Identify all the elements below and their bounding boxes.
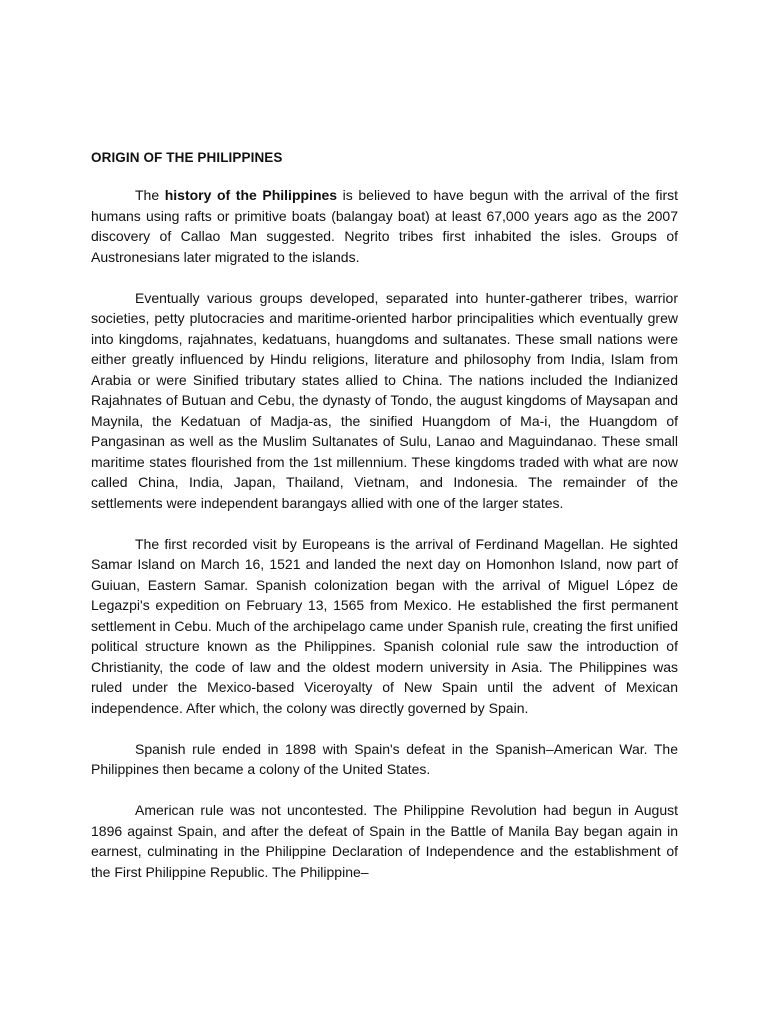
paragraph-1-bold-term: history of the Philippines (164, 187, 338, 203)
paragraph-1-lead: The (135, 187, 165, 203)
document-title: ORIGIN OF THE PHILIPPINES (91, 150, 283, 165)
paragraph-4: Spanish rule ended in 1898 with Spain's defeat in the Spanish–American War. The Philippines then became a colony of the United States. (91, 740, 678, 777)
paragraph-5: American rule was not uncontested. The Philippine Revolution had begun in August 1896 against Spain, and after the defeat of Spain in the Battle of Manila Bay began again in earnest, culminating in the Philippine Declaration of Independence and the establishment of the First Philippine Republic. The Philippine– (91, 802, 678, 880)
paragraph-1 (91, 185, 678, 267)
document-page (91, 148, 678, 903)
paragraph-3: The first recorded visit by Europeans is the arrival of Ferdinand Magellan. He sighted Samar Island on March 16, 1521 and landed the next day on Homonhon Island, now part of Guiuan, Eastern Samar. Spanish colonization began with the arrival of Miguel López de Legazpi's expedition on February 13, 1565 from Mexico. He established the first permanent settlement in Cebu. Much of the archipelago came under Spanish rule, creating the first unified political structure known as the Philippines. Spanish colonial rule saw the introduction of Christianity, the code of law and the oldest modern university in Asia. The Philippines was ruled under the Mexico-based Viceroyalty of New Spain until the advent of Mexican independence. After which, the colony was directly governed by Spain. (91, 535, 678, 716)
paragraph-1-text: is believed to have begun with the arrival of the first humans using rafts or primitive boats (balangay boat) at least 67,000 years ago as the 2007 discovery of Callao Man suggested. Negrito tribes first inhabited the isles. Groups of Austronesians later migrated to the islands. (91, 187, 679, 265)
paragraph-2: Eventually various groups developed, separated into hunter-gatherer tribes, warrior societies, petty plutocracies and maritime-oriented harbor principalities which eventually grew into kingdoms, rajahnates, kedatuans, huangdoms and sultanates. These small nations were either greatly influenced by Hindu religions, literature and philosophy from India, Islam from Arabia or were Sinified tributary states allied to China. The nations included the Indianized Rajahnates of Butuan and Cebu, the dynasty of Tondo, the august kingdoms of Maysapan and Maynila, the Kedatuan of Madja-as, the sinified Huangdom of Ma-i, the Huangdom of Pangasinan as well as the Muslim Sultanates of Sulu, Lanao and Maguindanao. These small maritime states flourished from the 1st millennium. These kingdoms traded with what are now called China, India, Japan, Thailand, Vietnam, and Indonesia. The remainder of the settlements were independent barangays allied with one of the larger states. (91, 289, 678, 511)
